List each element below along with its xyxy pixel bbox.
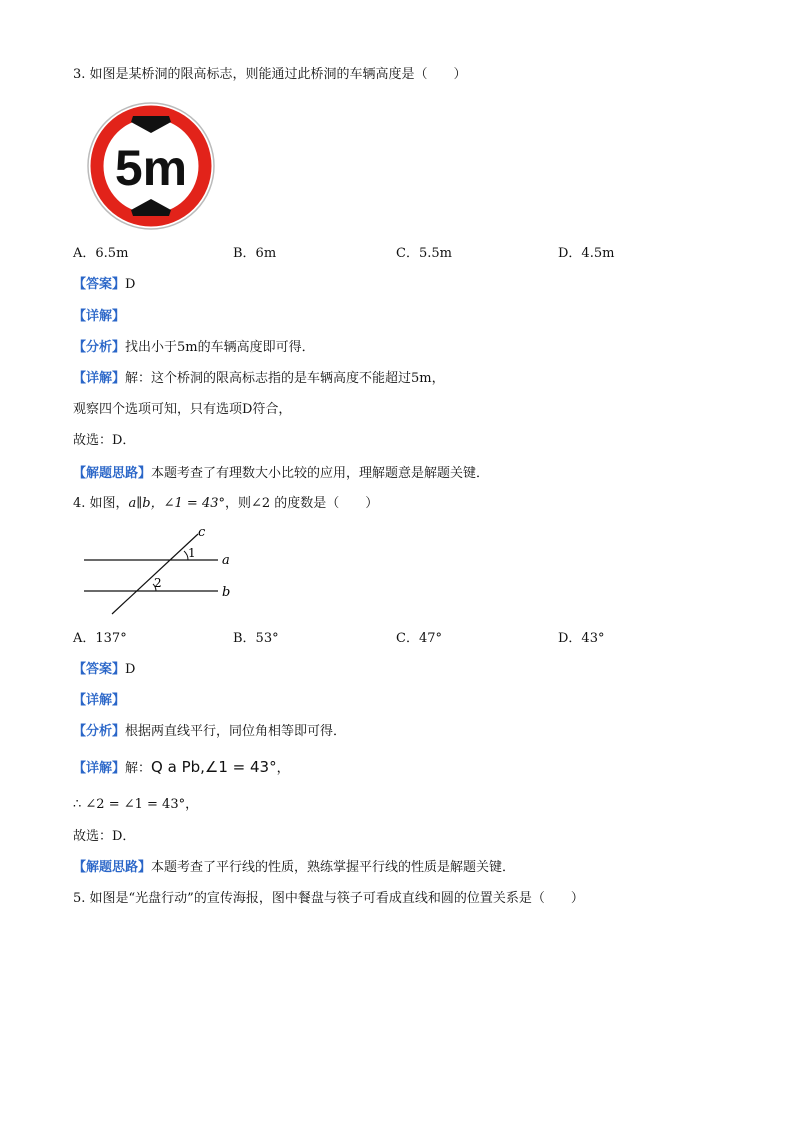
q4-answer [73, 661, 135, 679]
solution-suffix: ， [276, 761, 290, 776]
q3-choose: 故选：D． [73, 433, 136, 448]
q4-option-d: D．43° [558, 631, 605, 646]
transversal-c [112, 534, 198, 614]
answer-value: D [125, 662, 136, 677]
label-a: a [222, 553, 230, 568]
idea-text: 本题考查了有理数大小比较的应用，理解题意是解题关键． [151, 466, 490, 481]
q3-option-a: A．6.5m [73, 246, 129, 261]
q3-option-c: C．5.5m [396, 246, 452, 261]
q4-detail-header [73, 692, 125, 710]
q4-stem-prefix: 4. 如图， [73, 496, 129, 511]
detail-header: 【详解】 [73, 693, 126, 708]
q4-choose: 故选：D． [73, 829, 136, 844]
answer-value: D [125, 277, 136, 292]
q4-solution [73, 758, 290, 778]
parallel-lines-figure [80, 522, 240, 618]
q3-solution [73, 370, 445, 388]
q4-stem-suffix: ，则∠2 的度数是（ ） [225, 496, 379, 511]
analysis-label: 【分析】 [73, 340, 126, 355]
solution-math: Q a Pb,∠1 = 43° [151, 758, 277, 776]
q5-stem: 5. 如图是“光盘行动”的宣传海报，图中餐盘与筷子可看成直线和圆的位置关系是（ ） [73, 891, 584, 906]
q3-stem: 3. 如图是某桥洞的限高标志，则能通过此桥洞的车辆高度是（ ） [73, 67, 467, 82]
q4-analysis [73, 723, 346, 741]
label-2: 2 [154, 576, 162, 590]
answer-label: 【答案】 [73, 662, 126, 677]
solution-prefix: 解： [125, 761, 152, 776]
answer-label: 【答案】 [73, 277, 126, 292]
label-1: 1 [188, 546, 196, 560]
solution-label: 【详解】 [73, 371, 126, 386]
height-limit-sign [85, 100, 217, 232]
q4-stem-math: a∥b，∠1 = 43° [128, 496, 225, 511]
solution-label: 【详解】 [73, 761, 126, 776]
analysis-text: 找出小于5m的车辆高度即可得． [125, 340, 315, 355]
q3-observe: 观察四个选项可知，只有选项D符合， [73, 402, 292, 417]
q4-option-c: C．47° [396, 631, 442, 646]
label-c: c [198, 525, 206, 540]
q4-idea [73, 859, 515, 877]
detail-header: 【详解】 [73, 309, 126, 324]
label-b: b [222, 585, 231, 600]
q4-option-a: A．137° [73, 631, 127, 646]
q4-therefore: ∴ ∠2 = ∠1 = 43°， [73, 797, 199, 812]
idea-label: 【解题思路】 [73, 860, 152, 875]
idea-text: 本题考查了平行线的性质，熟练掌握平行线的性质是解题关键． [151, 860, 516, 875]
q3-answer [73, 276, 135, 294]
q3-idea [73, 465, 489, 483]
q3-analysis [73, 339, 315, 357]
q4-stem [73, 495, 378, 513]
sign-text: 5m [114, 140, 188, 196]
idea-label: 【解题思路】 [73, 466, 152, 481]
analysis-text: 根据两直线平行，同位角相等即可得． [125, 724, 347, 739]
q3-option-b: B．6m [233, 246, 277, 261]
q4-option-b: B．53° [233, 631, 279, 646]
analysis-label: 【分析】 [73, 724, 126, 739]
solution-text: 解：这个桥洞的限高标志指的是车辆高度不能超过5m， [125, 371, 445, 386]
q3-detail-header [73, 308, 125, 326]
q3-option-d: D．4.5m [558, 246, 615, 261]
